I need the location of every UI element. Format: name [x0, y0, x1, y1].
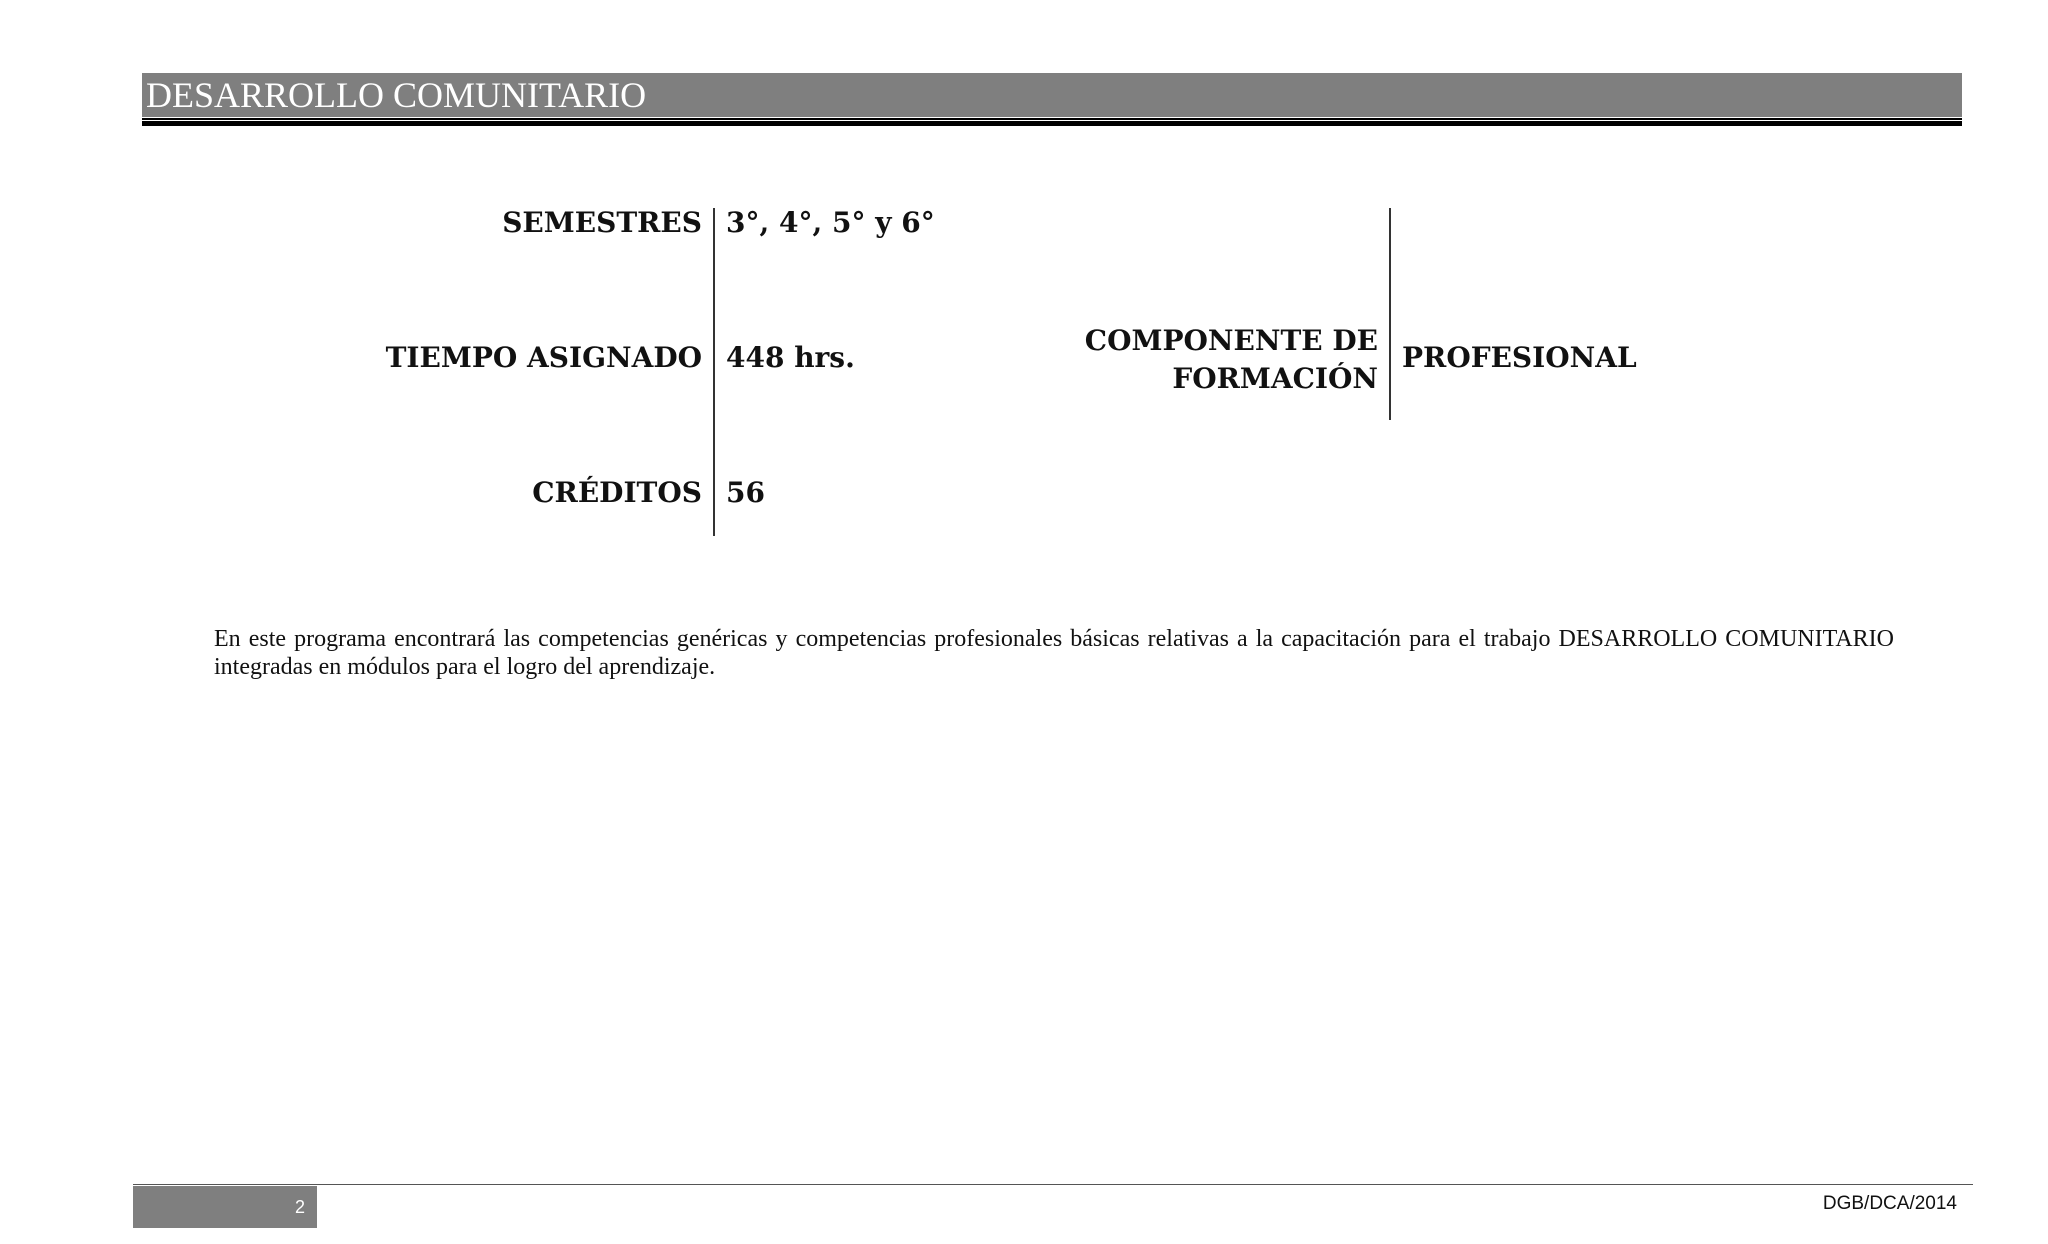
intro-paragraph: En este programa encontrará las competencias genéricas y competencias profesionales básicas relativas a la capacitación para el trabajo DESARROLLO COMUNITARIO integradas en módulos para el logro del aprendizaje. — [214, 626, 1894, 680]
tiempo-asignado-value: 448 hrs. — [726, 341, 855, 374]
semestres-value: 3°, 4°, 5° y 6° — [726, 206, 935, 239]
header-divider-thin — [142, 118, 1962, 120]
componente-formacion-label — [1048, 322, 1378, 398]
componente-label-line1: COMPONENTE DE — [1084, 324, 1378, 357]
creditos-value: 56 — [726, 476, 765, 509]
page-number: 2 — [294, 1197, 305, 1217]
footer-page-box — [133, 1186, 317, 1228]
info-divider-left — [713, 208, 715, 536]
creditos-label: CRÉDITOS — [532, 476, 702, 509]
info-divider-right — [1389, 208, 1391, 420]
header-bar — [142, 73, 1962, 117]
tiempo-asignado-label: TIEMPO ASIGNADO — [385, 341, 702, 374]
page-title: DESARROLLO COMUNITARIO — [146, 75, 647, 115]
header-divider-thick — [142, 121, 1962, 126]
componente-formacion-value: PROFESIONAL — [1402, 341, 1637, 374]
document-code: DGB/DCA/2014 — [1822, 1193, 1957, 1214]
semestres-label: SEMESTRES — [502, 206, 702, 239]
footer-divider — [133, 1184, 1973, 1185]
componente-label-line2: FORMACIÓN — [1172, 362, 1378, 395]
